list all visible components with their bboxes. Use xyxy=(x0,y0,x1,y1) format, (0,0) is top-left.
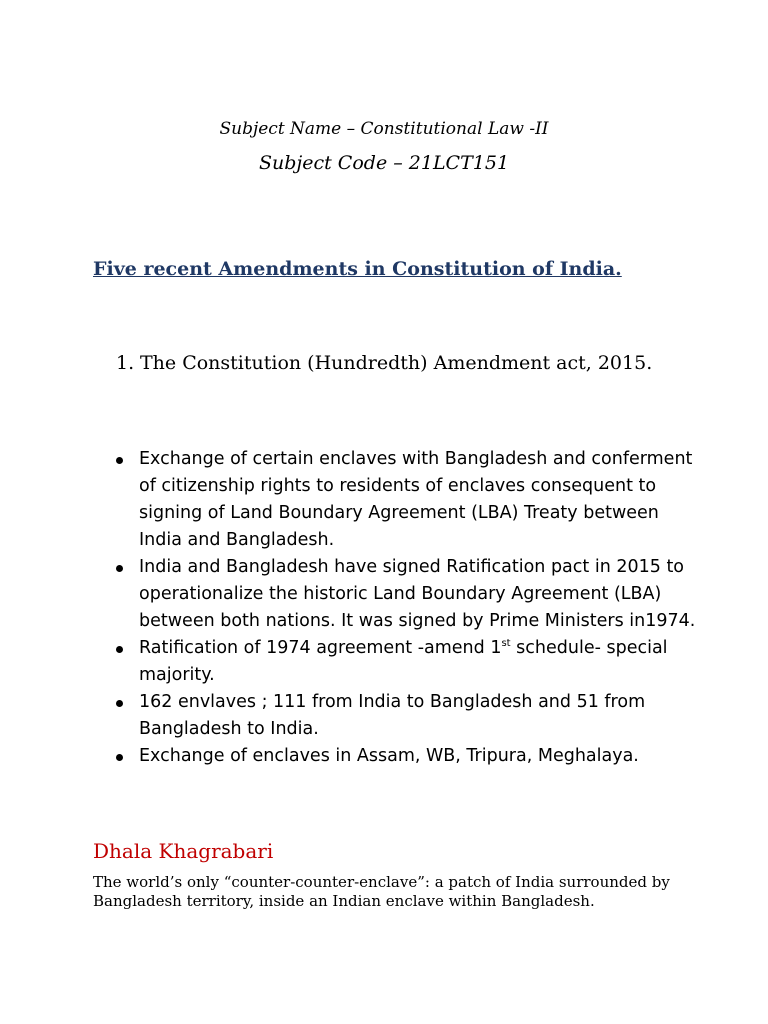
list-number: 1. xyxy=(116,352,135,374)
bullet-icon xyxy=(116,754,123,761)
bullet-text: 162 envlaves ; 111 from India to Bangladesh and 51 from Bangladesh to India. xyxy=(139,692,646,739)
numbered-list-item xyxy=(116,350,676,376)
bullet-icon xyxy=(116,646,123,653)
bullet-list xyxy=(116,446,696,770)
section-description: The world’s only “counter-counter-enclave”: a patch of India surrounded by Bangladesh territory, inside an Indian enclave within Bangladesh. xyxy=(93,873,670,910)
subject-code: Subject Code – 21LCT151 xyxy=(258,152,510,174)
subject-name: Subject Name – Constitutional Law -II xyxy=(219,119,549,139)
bullet-text: Exchange of certain enclaves with Bangladesh and conferment of citizenship rights to residents of enclaves consequent to signing of Land Boundary Agreement (LBA) Treaty between India and Bangladesh. xyxy=(139,449,693,550)
bullet-text: India and Bangladesh have signed Ratification pact in 2015 to operationalize the historic Land Boundary Agreement (LBA) between both nations. It was signed by Prime Ministers in1974. xyxy=(139,557,696,631)
bullet-icon xyxy=(116,457,123,464)
bullet-text: Exchange of enclaves in Assam, WB, Tripura, Meghalaya. xyxy=(139,746,639,766)
section-title: Dhala Khagrabari xyxy=(93,839,274,863)
bullet-item xyxy=(116,689,696,743)
bullet-item xyxy=(116,743,696,770)
page-heading: Five recent Amendments in Constitution of India. xyxy=(93,258,622,280)
bullet-item xyxy=(116,635,696,689)
bullet-text xyxy=(139,638,668,685)
bullet-item xyxy=(116,554,696,635)
bullet-text-part: schedule- special majority. xyxy=(139,638,668,685)
bullet-item xyxy=(116,446,696,554)
ordinal-superscript: st xyxy=(501,638,511,650)
numbered-item-text: The Constitution (Hundredth) Amendment act, 2015. xyxy=(140,352,653,374)
bullet-text-part: Ratification of 1974 agreement -amend 1 xyxy=(139,638,502,658)
bullet-icon xyxy=(116,700,123,707)
bullet-icon xyxy=(116,565,123,572)
